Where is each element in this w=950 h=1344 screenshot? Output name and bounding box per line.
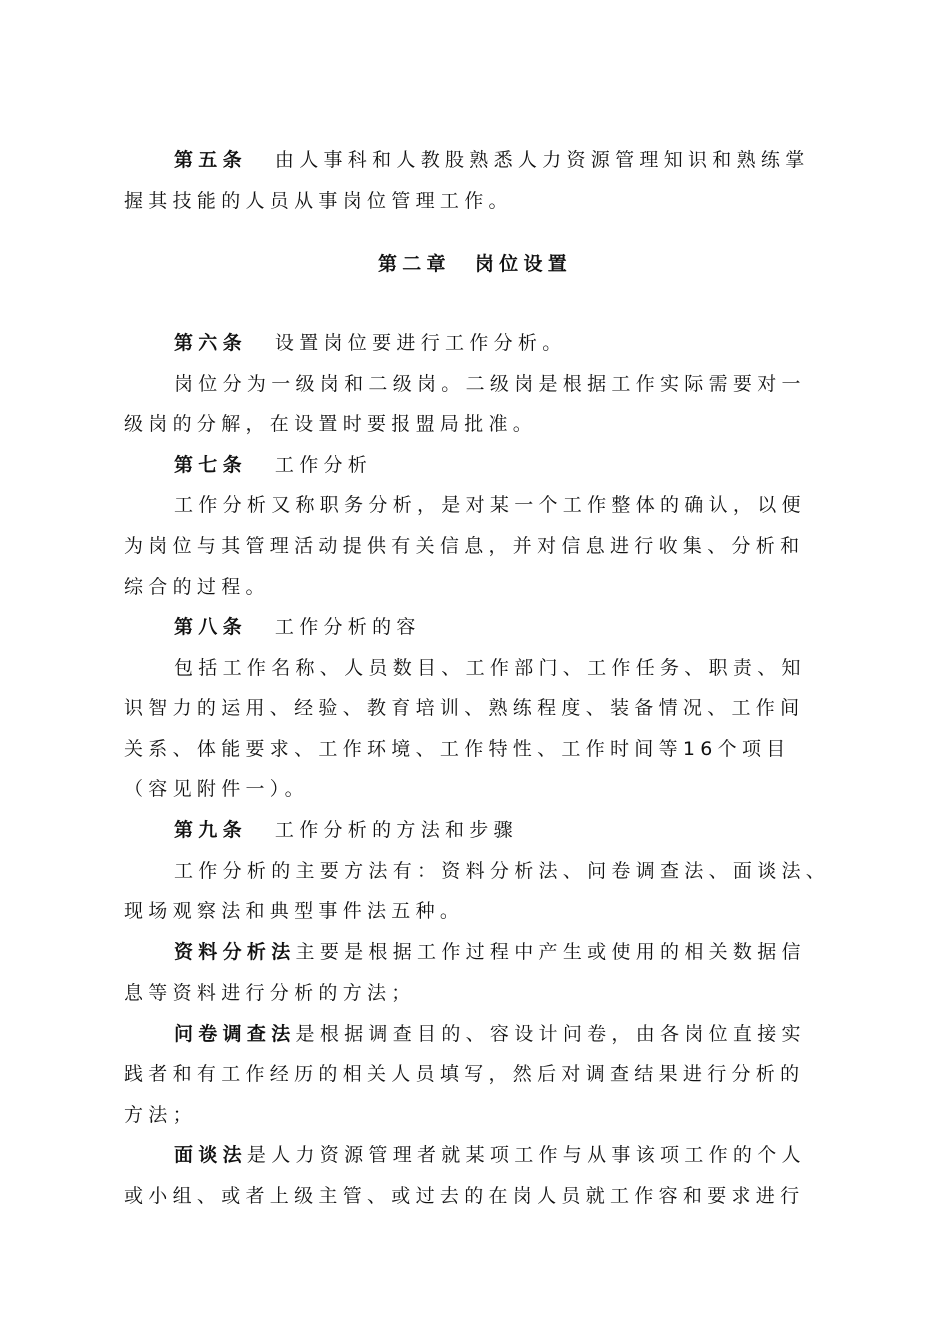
chapter-title: 岗位设置 (474, 253, 573, 275)
method-interview-text: 是人力资源管理者就某项工作与从事该项工作的个人 (246, 1144, 806, 1166)
article-8-para-line-2: 识智力的运用、经验、教育培训、熟练程度、装备情况、工作间 (124, 697, 805, 719)
article-5-line-2: 握其技能的人员从事岗位管理工作。 (124, 190, 513, 212)
article-8-line (174, 615, 844, 639)
article-6-text: 设置岗位要进行工作分析。 (274, 332, 567, 354)
article-9-text: 工作分析的方法和步骤 (274, 819, 518, 841)
article-6-para-line-2: 级岗的分解，在设置时要报盟局批准。 (124, 413, 538, 435)
method-interview-line-1 (174, 1143, 844, 1167)
article-9-line (174, 818, 844, 842)
article-5-line-1 (174, 148, 844, 172)
method-data-term: 资料分析法 (174, 941, 296, 963)
article-8-para-line-4: （容见附件一）。 (124, 778, 309, 800)
article-9-para-line-1: 工作分析的主要方法有：资料分析法、问卷调查法、面谈法、 (174, 860, 831, 882)
method-data-line-1 (174, 940, 844, 964)
method-data-line-2: 息等资料进行分析的方法； (124, 982, 416, 1004)
article-7-para-line-3: 综合的过程。 (124, 576, 270, 598)
article-6-label: 第六条 (174, 332, 247, 354)
article-7-label: 第七条 (174, 454, 247, 476)
method-interview-term: 面谈法 (174, 1144, 247, 1166)
article-8-text: 工作分析的容 (274, 616, 421, 638)
article-7-para-line-2: 为岗位与其管理活动提供有关信息，并对信息进行收集、分析和 (124, 535, 805, 557)
article-5-label: 第五条 (174, 149, 247, 171)
article-7-line (174, 453, 844, 477)
method-survey-line-1 (174, 1022, 844, 1046)
article-8-para-line-1: 包括工作名称、人员数目、工作部门、工作任务、职责、知 (174, 657, 806, 679)
article-7-para-line-1: 工作分析又称职务分析，是对某一个工作整体的确认，以便 (174, 494, 806, 516)
chapter-heading (0, 252, 950, 276)
method-survey-text: 是根据调查目的、容设计问卷，由各岗位直接实 (295, 1023, 806, 1045)
article-8-label: 第八条 (174, 616, 247, 638)
method-interview-line-2: 或小组、或者上级主管、或过去的在岗人员就工作容和要求进行 (124, 1185, 805, 1207)
method-survey-term: 问卷调查法 (174, 1023, 296, 1045)
article-7-text: 工作分析 (274, 454, 373, 476)
article-5-text: 由人事科和人教股熟悉人力资源管理知识和熟练掌 (274, 149, 810, 171)
article-6-line (174, 331, 844, 355)
chapter-number: 第二章 (377, 253, 451, 275)
method-survey-line-2: 践者和有工作经历的相关人员填写，然后对调查结果进行分析的 (124, 1063, 805, 1085)
method-survey-line-3: 方法； (124, 1104, 197, 1126)
article-9-para-line-2: 现场观察法和典型事件法五种。 (124, 900, 465, 922)
article-6-para-line-1: 岗位分为一级岗和二级岗。二级岗是根据工作实际需要对一 (174, 373, 806, 395)
method-data-text: 主要是根据工作过程中产生或使用的相关数据信 (295, 941, 806, 963)
article-8-para-line-3: 关系、体能要求、工作环境、工作特性、工作时间等16个项目 (124, 738, 791, 760)
article-9-label: 第九条 (174, 819, 247, 841)
